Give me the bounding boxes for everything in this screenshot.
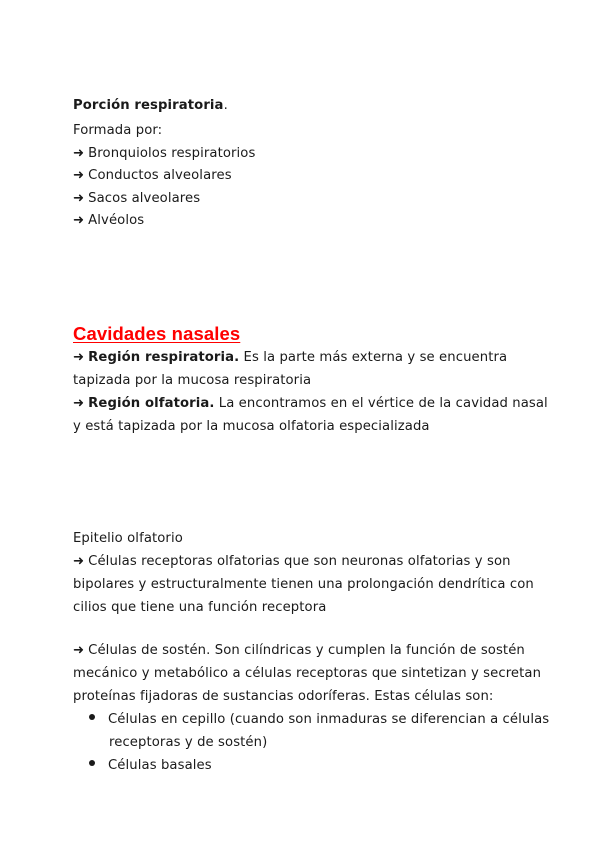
- section-title-epitelio-olfatorio: Epitelio olfatorio: [73, 531, 183, 546]
- bullet-dot-icon: [89, 714, 95, 720]
- paragraph-text: Células de sostén. Son cilíndricas y cumplen la función de sostén: [88, 643, 525, 658]
- list-item: [73, 167, 232, 185]
- entry-text: Es la parte más externa y se encuentra: [239, 350, 508, 365]
- list-item: [73, 190, 200, 208]
- paragraph-text: bipolares y estructuralmente tienen una prolongación dendrítica con: [73, 577, 534, 592]
- arrow-icon: ➜: [73, 554, 85, 569]
- arrow-icon: ➜: [73, 213, 85, 228]
- section-heading-cavidades-nasales: Cavidades nasales: [73, 323, 241, 344]
- entry-text-continued: tapizada por la mucosa respiratoria: [73, 373, 312, 388]
- bullet-text: Células en cepillo (cuando son inmaduras se diferencian a células: [108, 712, 550, 727]
- list-item-label: Bronquiolos respiratorios: [88, 146, 256, 161]
- list-item: [73, 145, 255, 163]
- section-heading-porcion-respiratoria: [73, 97, 228, 115]
- arrow-icon: ➜: [73, 146, 85, 161]
- intro-text: Formada por:: [73, 123, 163, 138]
- entry-term: Región olfatoria.: [88, 396, 215, 411]
- bullet-text-continued: receptoras y de sostén): [109, 735, 268, 750]
- entry-text: La encontramos en el vértice de la cavidad nasal: [214, 396, 548, 411]
- entry-term: Región respiratoria.: [88, 350, 240, 365]
- heading-text: Porción respiratoria: [73, 98, 224, 113]
- entry-region-olfatoria: [73, 395, 548, 413]
- paragraph-celulas-receptoras: [73, 553, 511, 571]
- list-item: [73, 212, 144, 230]
- paragraph-text: mecánico y metabólico a células receptoras que sintetizan y secretan: [73, 666, 542, 681]
- paragraph-text: cilios que tiene una función receptora: [73, 600, 327, 615]
- list-item-label: Sacos alveolares: [88, 191, 201, 206]
- paragraph-celulas-sosten: [73, 642, 525, 660]
- list-item-label: Conductos alveolares: [88, 168, 232, 183]
- arrow-icon: ➜: [73, 643, 85, 658]
- list-item-label: Alvéolos: [88, 213, 145, 228]
- arrow-icon: ➜: [73, 396, 85, 411]
- heading-suffix: .: [223, 98, 228, 113]
- paragraph-text: Células receptoras olfatorias que son neuronas olfatorias y son: [88, 554, 511, 569]
- entry-text-continued: y está tapizada por la mucosa olfatoria especializada: [73, 419, 430, 434]
- arrow-icon: ➜: [73, 168, 85, 183]
- arrow-icon: ➜: [73, 350, 85, 365]
- bullet-item: [89, 757, 212, 775]
- bullet-dot-icon: [89, 760, 95, 766]
- bullet-item: [89, 711, 549, 729]
- bullet-text: Células basales: [108, 758, 212, 773]
- paragraph-text: proteínas fijadoras de sustancias odoríferas. Estas células son:: [73, 689, 494, 704]
- entry-region-respiratoria: [73, 349, 507, 367]
- arrow-icon: ➜: [73, 191, 85, 206]
